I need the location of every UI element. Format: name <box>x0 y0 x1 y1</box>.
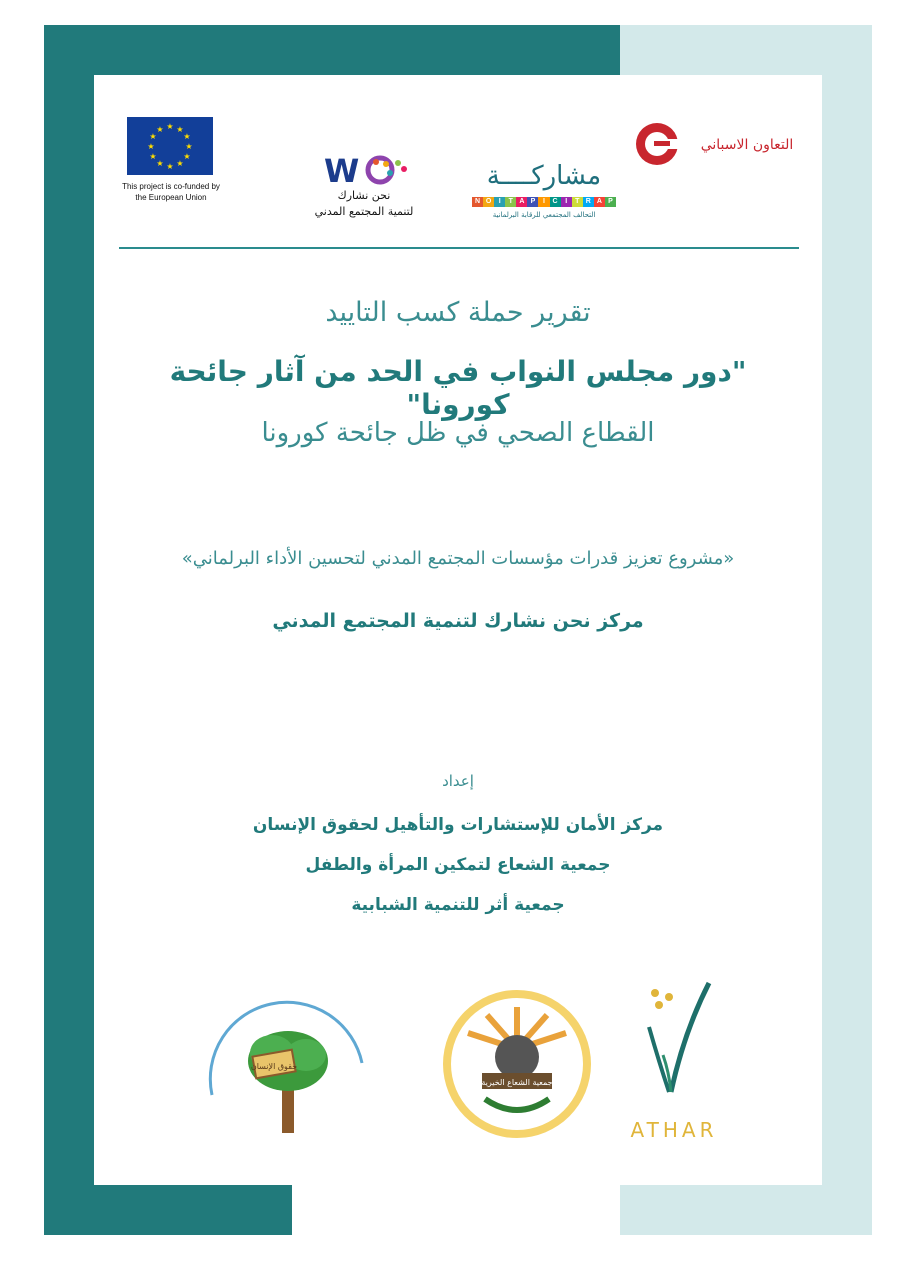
org-athar: جمعية أثر للتنمية الشبابية <box>351 895 565 915</box>
frame-dark-top <box>44 25 620 75</box>
participation-bar-letter: R <box>583 197 594 207</box>
athar-name: ATHAR <box>630 1118 718 1142</box>
svg-text:★: ★ <box>183 132 191 141</box>
aman-arc-text <box>202 983 208 986</box>
svg-text:★: ★ <box>166 162 174 171</box>
svg-text:الأمان للاستشارات و التأهيل لح <box>202 983 208 986</box>
eu-caption: This project is co-funded by the European Union <box>122 182 220 202</box>
participation-bar-letter: I <box>494 197 505 207</box>
aman-sign-text: حقوق الإنسان <box>250 1062 298 1071</box>
participation-bar-letter: A <box>516 197 527 207</box>
frame-dark-bottom <box>44 1185 292 1235</box>
we-participate-name: نحن نشارك <box>337 189 391 202</box>
org-shuaa: جمعية الشعاع لتمكين المرأة والطفل <box>305 855 611 875</box>
participation-bar-letter: A <box>594 197 605 207</box>
participation-bar-letter: C <box>550 197 561 207</box>
sector-subtitle: القطاع الصحي في ظل جائحة كورونا <box>261 418 655 448</box>
svg-text:★: ★ <box>185 142 193 151</box>
spanish-cooperation-logo <box>632 121 682 167</box>
center-name: مركز نحن نشارك لتنمية المجتمع المدني <box>272 610 644 632</box>
svg-text:★: ★ <box>149 132 157 141</box>
svg-text:★: ★ <box>156 159 164 168</box>
svg-text:★: ★ <box>166 122 174 131</box>
participation-bar-letter: I <box>561 197 572 207</box>
project-name: «مشروع تعزيز قدرات مؤسسات المجتمع المدني لتحسين الأداء البرلماني» <box>181 548 735 569</box>
svg-text:★: ★ <box>176 125 184 134</box>
we-participate-logo <box>320 153 412 187</box>
aman-center-logo <box>202 983 372 1143</box>
shuaa-name: جمعية الشعاع الخيرية <box>481 1078 553 1087</box>
participation-sub: التحالف المجتمعي للرقابة البرلمانية <box>492 211 596 219</box>
svg-text:★: ★ <box>156 125 164 134</box>
athar-logo <box>629 977 719 1145</box>
svg-text:★: ★ <box>147 142 155 151</box>
svg-text:★: ★ <box>149 152 157 161</box>
we-participate-sub: لتنمية المجتمع المدني <box>314 205 414 218</box>
participation-word: مشاركــــة <box>486 161 602 191</box>
participation-bar-letter: P <box>527 197 538 207</box>
eu-flag-logo <box>127 117 213 175</box>
participation-bar-letter: N <box>472 197 483 207</box>
participation-color-bar <box>472 197 616 207</box>
participation-bar-letter: I <box>538 197 549 207</box>
header-divider <box>119 247 799 249</box>
participation-bar-letter: P <box>605 197 616 207</box>
cover-page <box>94 75 822 1185</box>
report-title: تقرير حملة كسب التاييد <box>325 297 591 328</box>
svg-text:★: ★ <box>176 159 184 168</box>
prepared-by-label: إعداد <box>442 772 474 790</box>
svg-text:★: ★ <box>183 152 191 161</box>
participation-bar-letter: T <box>572 197 583 207</box>
spanish-cooperation-text: التعاون الاسباني <box>700 137 794 153</box>
main-title: "دور مجلس النواب في الحد من آثار جائحة كورونا" <box>169 355 747 421</box>
participation-bar-letter: O <box>483 197 494 207</box>
frame-dark-left <box>44 25 94 1235</box>
shuaa-logo <box>440 987 594 1141</box>
org-aman: مركز الأمان للإستشارات والتأهيل لحقوق الإنسان <box>252 815 664 835</box>
svg-text:W: W <box>324 153 360 187</box>
participation-bar-letter: T <box>505 197 516 207</box>
